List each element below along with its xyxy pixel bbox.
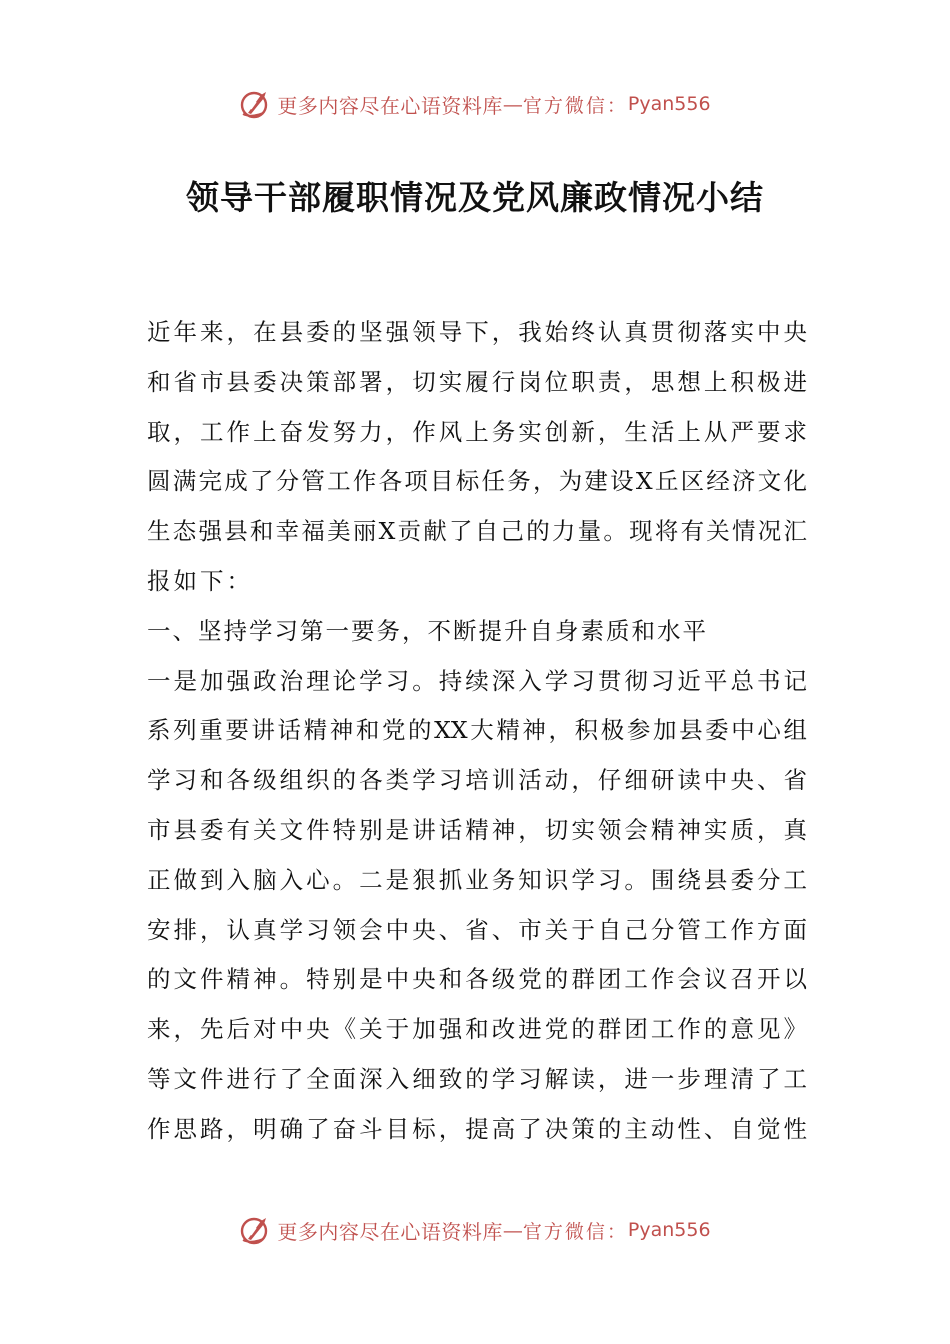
document-title: 领导干部履职情况及党风廉政情况小结 [186,178,764,217]
pen-nib-icon [239,87,273,121]
body-line: 学习和各级组织的各类学习培训活动，仔细研读中央、省 [147,766,807,795]
body-line: 系列重要讲话精神和党的XX大精神，积极参加县委中心组 [147,716,807,745]
banner-wechat-label: 官方微信： [522,94,628,117]
body-line: 来，先后对中央《关于加强和改进党的群团工作的意见》 [147,1015,807,1044]
body-line: 作思路，明确了奋斗目标，提高了决策的主动性、自觉性 [147,1114,807,1143]
banner-dash: — [502,1218,523,1242]
banner-wechat-label: 官方微信： [522,1220,628,1243]
body-line: 报如下： [147,566,253,595]
body-line: 正做到入脑入心。二是狠抓业务知识学习。围绕县委分工 [147,865,807,894]
body-line: 圆满完成了分管工作各项目标任务，为建设X丘区经济文化 [147,467,807,496]
banner-brand-text: 更多内容尽在心语资料库 [277,93,503,118]
pen-nib-icon [239,1213,273,1247]
document-body [147,308,807,1155]
body-line: 取，工作上奋发努力，作风上务实创新，生活上从严要求 [147,417,807,446]
body-line: 的文件精神。特别是中央和各级党的群团工作会议召开以 [147,965,807,994]
header-banner [0,84,950,124]
banner-dash: — [502,92,523,116]
body-line: 生态强县和幸福美丽X贡献了自己的力量。现将有关情况汇 [147,517,807,546]
body-line: 等文件进行了全面深入细致的学习解读，进一步理清了工 [147,1064,807,1093]
banner-brand-text: 更多内容尽在心语资料库 [277,1219,503,1244]
banner-wechat-id: Pyan556 [627,93,711,115]
banner-wechat-id: Pyan556 [627,1219,711,1241]
body-line: 和省市县委决策部署，切实履行岗位职责，思想上积极进 [147,367,807,396]
body-line: 一是加强政治理论学习。持续深入学习贯彻习近平总书记 [147,666,807,695]
footer-banner [0,1210,950,1250]
body-line: 市县委有关文件特别是讲话精神，切实领会精神实质，真 [147,815,807,844]
body-line: 近年来，在县委的坚强领导下，我始终认真贯彻落实中央 [147,318,807,346]
section-heading: 一、坚持学习第一要务，不断提升自身素质和水平 [147,616,708,645]
body-line: 安排，认真学习领会中央、省、市关于自己分管工作方面 [147,915,807,944]
